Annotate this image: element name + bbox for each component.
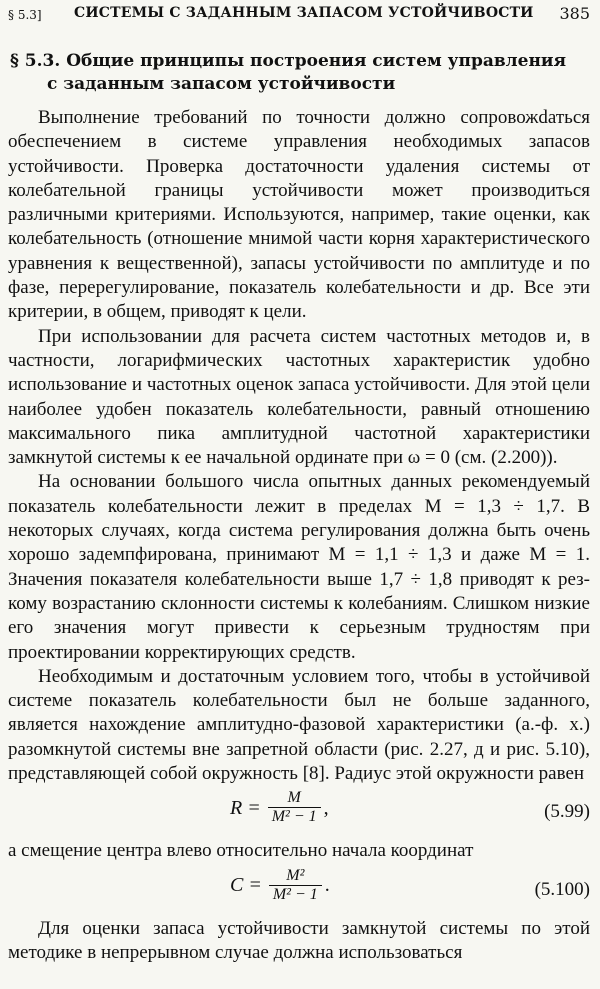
formula-5-99-number: (5.99)	[544, 801, 590, 823]
section-heading	[10, 50, 590, 96]
formula-5-100-punctuation: .	[324, 873, 330, 896]
section-heading-line2: с заданным запасом устойчивости	[47, 74, 396, 94]
body-text	[8, 106, 590, 965]
paragraph-2: При использовании для расчета систем частотных методов и, в частности, логарифмических частотных характеристик удобно использование и частотных оценок запаса устойчивости. Для этой цели наиболее удобен показатель колебательности, равный отношению максимального пика амплитудной частотной характеристики замкнутой системы к ее начальной ординате при ω = 0 (см. (2.200)).	[8, 325, 590, 469]
section-heading-line1: § 5.3. Общие принципы построения систем управления	[10, 51, 567, 71]
formula-5-100-number: (5.100)	[534, 878, 590, 900]
formula-5-99-punctuation: ,	[323, 796, 329, 819]
formula-5-99	[8, 786, 590, 839]
formula-5-100-numerator: M²	[286, 866, 305, 884]
formula-5-99-fraction	[268, 789, 321, 826]
page-number: 385	[559, 4, 590, 23]
formula-5-100-fraction	[269, 867, 322, 904]
formula-5-100	[8, 864, 590, 917]
formula-5-99-lhs: R =	[230, 796, 261, 819]
paragraph-4: Необходимым и достаточным условием того, чтобы в устойчивой системе показатель колебательности был не больше заданного, является нахождение амплитудно-фазовой характеристики (а.-ф. х.) разомкнутой системы вне запретной области (рис. 2.27, д и рис. 5.10), представляющей собой окружность [8]. Радиус этой окружности равен	[8, 665, 590, 785]
formula-5-99-numerator: M	[287, 789, 301, 807]
paragraph-3: На основании большого числа опытных данных рекомендуемый показатель колебательности лежит в пределах M = 1,3 ÷ 1,7. В некоторых случаях, когда система регулирования должна быть очень хорошо задемпфирована, принимают M = 1,1 ÷ 1,3 и даже M = 1. Значения показателя колебательности выше 1,7 ÷ 1,8 приводят к резкому возрастанию склонности системы к колебаниям. Слишком низкие его значения могут привести к серьезным трудностям при проектировании корректирующих средств.	[8, 471, 590, 663]
formula-5-99-expression	[230, 789, 329, 826]
formula-5-100-denominator: M² − 1	[269, 885, 322, 904]
formula-5-100-lhs: C =	[230, 873, 262, 896]
running-head-title: СИСТЕМЫ С ЗАДАННЫМ ЗАПАСОМ УСТОЙЧИВОСТИ	[74, 5, 534, 21]
paragraph-5: Для оценки запаса устойчивости замкнутой системы по этой методике в непрерывном случае должна использоваться	[8, 917, 590, 963]
formula-5-100-expression	[230, 867, 330, 904]
running-head	[8, 2, 590, 26]
between-formulas-text: а смещение центра влево относительно начала координат	[8, 840, 474, 862]
paragraph-1: Выполнение требований по точности должно сопровожdаться обеспечением в системе управления необходимых запасов устойчивости. Проверка достаточности удаления системы от колебательной границы устойчивости может производиться различными критериями. Используются, например, такие оценки, как колебательность (отношение мнимой части корня характеристического уравнения к вещественной), запасы устойчивости по амплитуде и по фазе, перерегулирование, показатель колебательности и др. Все эти критерии, в общем, приводят к цели.	[8, 107, 590, 323]
running-head-section: § 5.3]	[8, 8, 42, 22]
formula-5-99-denominator: M² − 1	[268, 807, 321, 826]
